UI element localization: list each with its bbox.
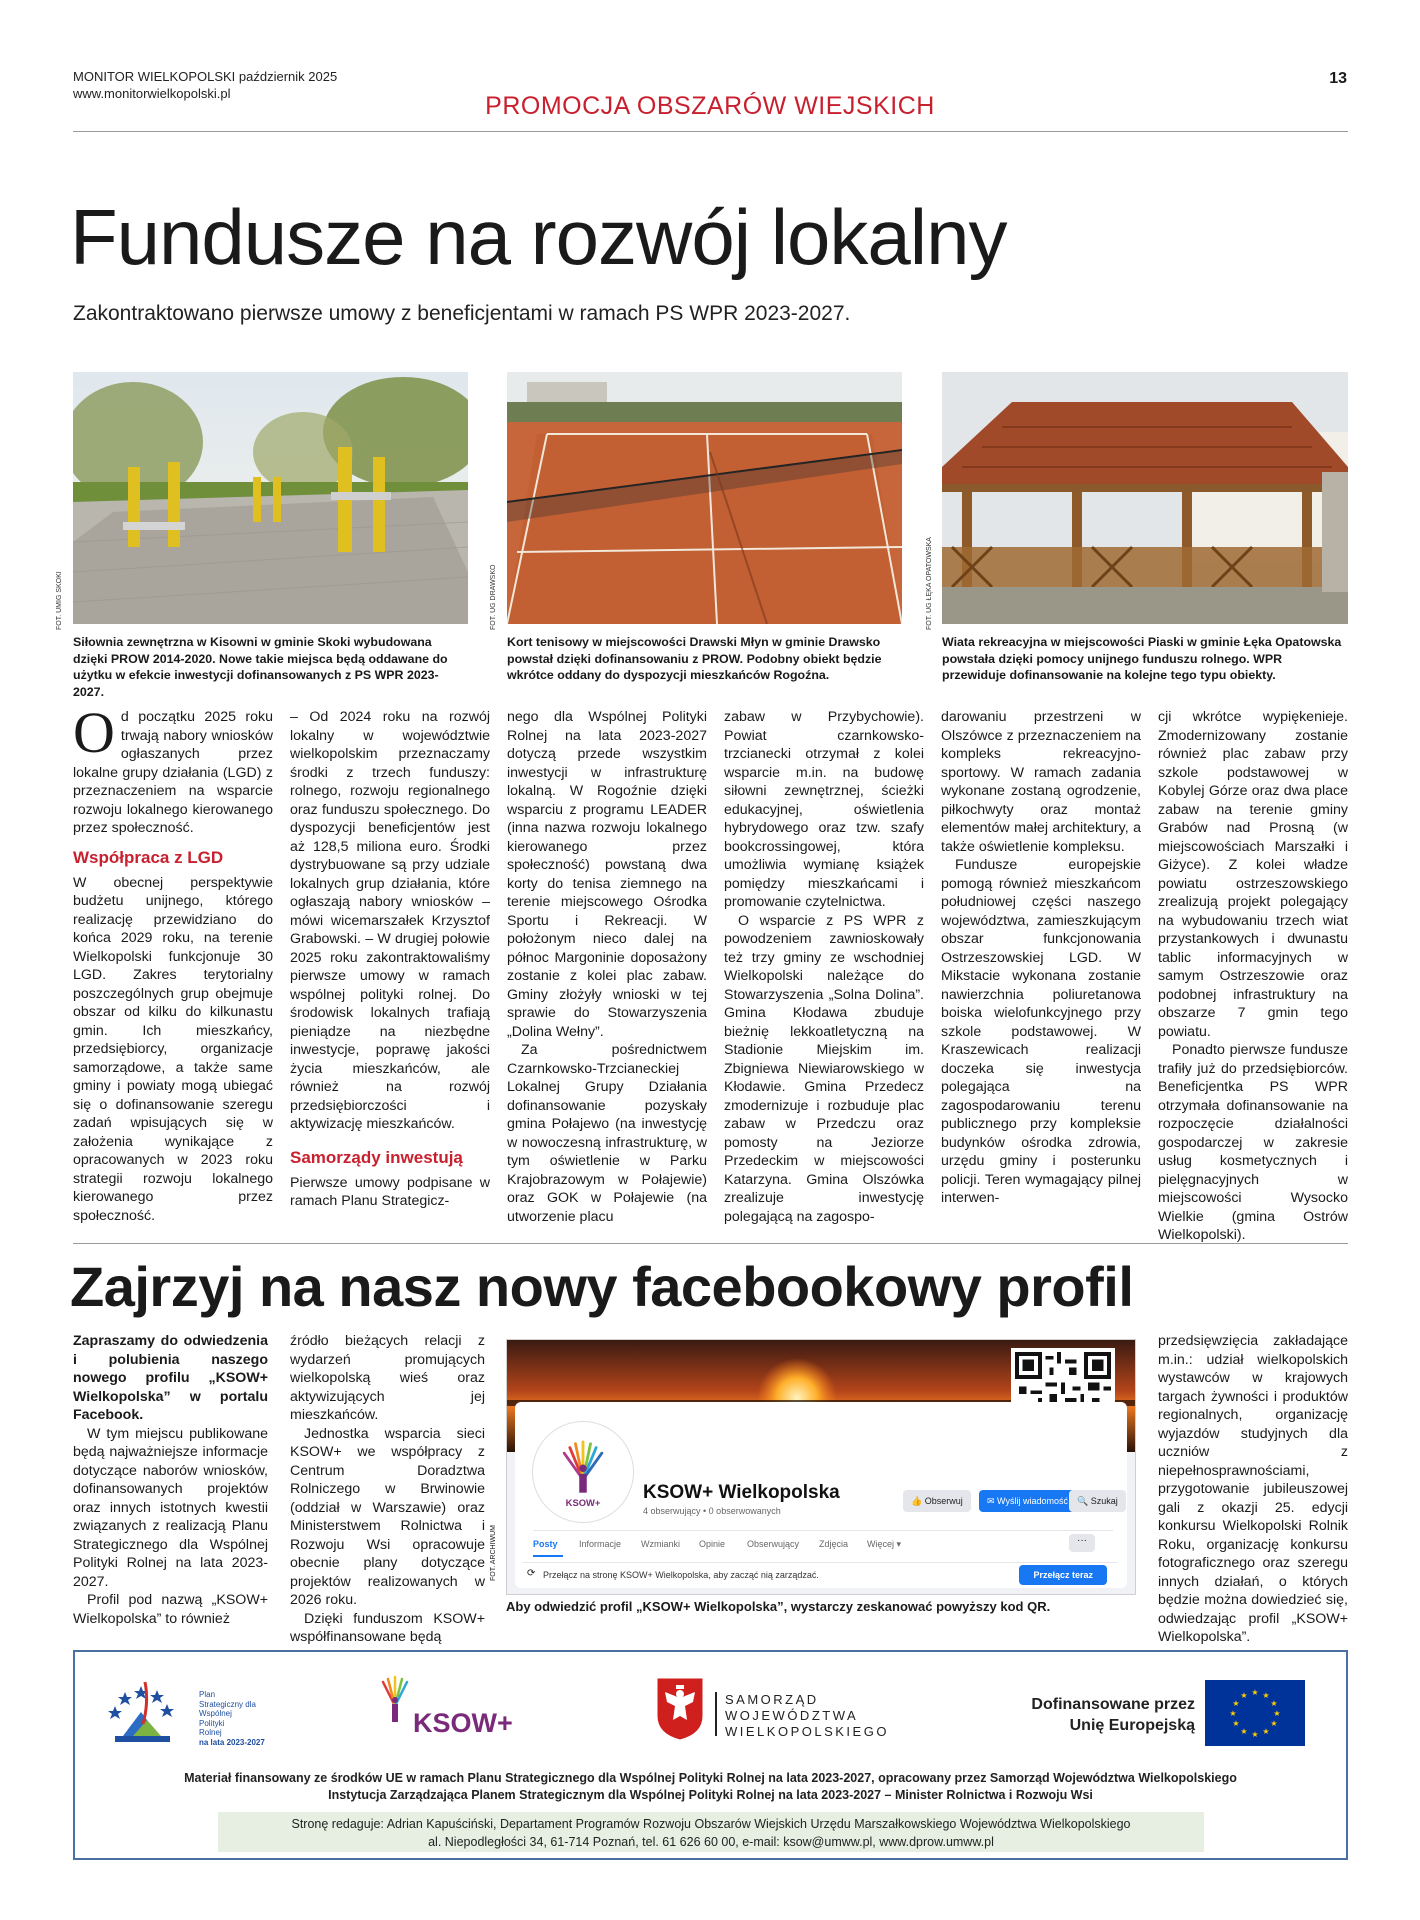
article-column-1 — [73, 700, 273, 1225]
editors-line: Stronę redaguje: Adrian Kapuściński, Departament Programów Rozwoju Obszarów Wiejskich Urzędu Marszałkowskiego Województwa Wielkopolskiego — [291, 1817, 1131, 1831]
logo-line: Rolnej — [199, 1728, 222, 1737]
more-options-button[interactable]: ··· — [1069, 1534, 1095, 1552]
page-name[interactable]: KSOW+ Wielkopolska — [643, 1482, 840, 1503]
messenger-icon: ✉ — [987, 1496, 998, 1506]
article-column-2 — [290, 1332, 485, 1647]
publication-name: MONITOR WIELKOPOLSKI październik 2025 — [73, 69, 338, 84]
photo-caption: Kort tenisowy w miejscowości Drawski Młyn w gminie Drawsko powstał dzięki dofinansowaniu z PROW. Podobny obiekt będzie wkrótce oddany do dyspozycji mieszkańców Rogoźna. — [507, 635, 882, 682]
svg-text:★: ★ — [1251, 1688, 1259, 1697]
paragraph: Jednostka wsparcia sieci KSOW+ we współpracy z Centrum Doradztwa Rolniczego w Brwinowie (oddział w Warszawie) oraz Ministerstwem Rolnictwa i Rozwoju Wsi opracowuje obecnie plany dotyczące projektów realizowanych w 2026 roku. — [290, 1425, 485, 1608]
search-button[interactable] — [1069, 1490, 1126, 1512]
tab-more[interactable]: Więcej ▾ — [867, 1539, 902, 1549]
svg-text:★: ★ — [1240, 1691, 1248, 1700]
photo-credit: FOT. UMIG SKOKI — [56, 571, 63, 630]
subheading: Współpraca z LGD — [73, 847, 224, 867]
paragraph: cji wkrótce wypiękenieje. Zmodernizowany zostanie również plac zabaw przy szkole podstawowej w Kobylej Górze oraz dwa place zabaw na terenie gminy Grabów nad Prosną (w miejscowościach Marszałki i Giżyce). Z kolei władze powiatu ostrzeszowskiego zrealizują projekt polegający na wybudowaniu trzech wiat przystankowych i dwunastu tablic informacyjnych w samym Ostrzeszowie oraz podobnej infrastruktury na obszarze 7 gmin tego powiatu. — [1158, 709, 1348, 1040]
switch-now-button[interactable]: Przełącz teraz — [1019, 1565, 1107, 1585]
switch-profile-bar — [523, 1562, 1117, 1586]
svg-text:★: ★ — [1262, 1727, 1270, 1736]
photo-credit: FOT. ARCHIWUM — [490, 1525, 497, 1581]
paragraph: Zapraszamy do odwiedzenia i polubienia naszego nowego profilu „KSOW+ Wielkopolska” w portalu Facebook. — [73, 1333, 268, 1423]
financing-line: Materiał finansowany ze środków UE w ramach Planu Strategicznego dla Wspólnej Polityki Rolnej na lata 2023-2027, opracowany przez Samorząd Województwa Wielkopolskiego — [184, 1771, 1237, 1785]
paragraph: Ponadto pierwsze fundusze trafiły już do przedsiębiorców. Beneficjentka PS WPR otrzymała dofinansowanie na rozpoczęcie działalności gospodarczej w zakresie usług kosmetycznych i pielęgnacyjnych w miejscowości Wysocko Wielkie (gmina Ostrów Wielkopolski). — [1158, 1042, 1348, 1243]
svg-text:★: ★ — [1229, 1709, 1237, 1718]
message-button[interactable] — [979, 1490, 1076, 1512]
paragraph: darowaniu przestrzeni w Olszówce z przeznaczeniem na kompleks rekreacyjno-sportowy. W ramach zadania wykonane zostaną ogrodzenie, piłkochwyty oraz montaż elementów małej architektury, a także oświetlenie kompleksu. — [941, 709, 1141, 855]
page-number: 13 — [1329, 70, 1347, 87]
header-divider — [73, 131, 1348, 132]
paragraph: O wsparcie z PS WPR z powodzeniem zawnioskowały też trzy gminy ze wschodniej Wielkopolski należące do Stowarzyszenia „Solna Dolina”. Gmina Kłodawa zbuduje bieżnię lekkoatletyczną na Stadionie Miejskim im. Zbigniewa Niewiarowskiego w Kłodawie. Gmina Przedecz zmodernizuje i rozbuduje plac zabaw w Przedczu oraz pomosty na Jeziorze Przedeckim w miejscowości Katarzyna. Gmina Olszówka zrealizuje inwestycję polegającą na zagospo- — [724, 912, 924, 1225]
photo-caption: Wiata rekreacyjna w miejscowości Piaski w gminie Łęka Opatowska powstała dzięki pomocy unijnego funduszu rolnego. WPR przewiduje dofinansowanie na kolejne tego typu obiekty. — [942, 635, 1342, 682]
eu-funding-logo — [1005, 1672, 1325, 1752]
logo-line: WOJEWÓDZTWA — [725, 1708, 859, 1723]
facebook-profile-screenshot — [506, 1339, 1136, 1595]
paragraph: W obecnej perspektywie budżetu unijnego, którego realizację przewidziano do końca 2029 roku, na terenie Wielkopolski funkcjonuje 30 LGD. Zakres terytorialny poszczególnych grup obejmuje obszar od kilku do kilkunastu gmin. Ich mieszkańcy, przedsiębiorcy, organizacje samorządowe, a także same gminy i powiaty mogą ubiegać się o dofinansowanie szeregu zadań wpisujących się w założenia wynikające z opracowanych w 2023 roku strategii rozwoju lokalnego kierowanego przez społeczność. — [73, 874, 273, 1224]
editors-contact[interactable]: al. Niepodległości 34, 61-714 Poznań, tel. 61 626 60 00, e-mail: ksow@umww.pl, www.dprow.umww.pl — [428, 1835, 994, 1849]
eu-logo-text — [1005, 1694, 1195, 1736]
paragraph: – Od 2024 roku na rozwój lokalny w województwie wielkopolskim przeznaczamy środki z trzech funduszy: rolnego, rozwoju regionalnego oraz funduszu społecznego. Do dyspozycji beneficjentów jest aż 128,5 miliona euro. Środki dystrybuowane są przy udziale lokalnych grup działania, które ogłaszają nabory wniosków – mówi wicemarszałek Krzysztof Grabowski. – W drugiej połowie 2025 roku zakontraktowaliśmy pierwsze umowy w ramach wspólnej polityki rolnej. Do środowisk lokalnych trafiają pieniądze na niezbędne inwestycje, poprawę jakości życia mieszkańców, ale również na rozwój przedsiębiorczości i aktywizację mieszkańców. — [290, 709, 490, 1132]
svg-text:★: ★ — [1240, 1727, 1248, 1736]
financing-line: Instytucja Zarządzająca Planem Strategicznym dla Wspólnej Polityki Rolnej na lata 2023-2027 – Minister Rolnictwa i Rozwoju Wsi — [328, 1788, 1093, 1802]
article-title: Fundusze na rozwój lokalny — [70, 193, 1007, 281]
logo-line: SAMORZĄD — [725, 1692, 819, 1707]
photo-caption: Siłownia zewnętrzna w Kisowni w gminie Skoki wybudowana dzięki PROW 2014-2020. Nowe takie miejsca będą oddawane do użytku w efekcie inwestycji dofinansowanych z PS WPR 2023-2027. — [73, 635, 448, 699]
financing-note — [75, 1770, 1346, 1804]
paragraph: Dzięki funduszom KSOW+ współfinansowane będą — [290, 1610, 485, 1645]
tab-posts[interactable]: Posty — [533, 1539, 558, 1549]
svg-text:★: ★ — [1251, 1730, 1259, 1739]
profile-tabs — [533, 1530, 1113, 1556]
svg-text:★: ★ — [1273, 1709, 1281, 1718]
section-title: PROMOCJA OBSZARÓW WIEJSKICH — [485, 92, 935, 120]
svg-text:★: ★ — [1232, 1699, 1240, 1708]
avatar-label: KSOW+ — [565, 1496, 601, 1508]
article-title: Zajrzyj na nasz nowy facebookowy profil — [70, 1255, 1134, 1318]
paragraph: Profil pod nazwą „KSOW+ Wielkopolska” to również — [73, 1592, 268, 1627]
ps-wpr-logo — [105, 1672, 285, 1752]
photo-tennis-court — [507, 372, 902, 624]
paragraph: źródło bieżących relacji z wydarzeń promujących wielkopolską wieś oraz aktywizujących jej mieszkańców. — [290, 1333, 485, 1423]
logo-line: na lata 2023-2027 — [199, 1737, 265, 1747]
logo-line: WIELKOPOLSKIEGO — [725, 1724, 889, 1739]
subheading: Samorządy inwestują — [290, 1147, 463, 1167]
logo-line: Wspólnej — [199, 1709, 232, 1718]
ksow-logo-text: KSOW+ — [413, 1708, 513, 1738]
website-url[interactable]: www.monitorwielkopolski.pl — [73, 86, 231, 101]
article-column-6 — [1158, 708, 1348, 1245]
screenshot-caption: Aby odwiedzić profil „KSOW+ Wielkopolska”, wystarczy zeskanować powyższy kod QR. — [506, 1599, 1051, 1614]
paragraph: Fundusze europejskie pomogą również mieszkańcom południowej części naszego województwa, zamieszkującym obszar funkcjonowania Ostrzeszowskiej LGD. W Mikstacie wykonana zostanie nawierzchnia poliuretanowa boiska wielofunkcyjnego przy szkole podstawowej. W Kraszewicach realizacji doczeka się inwestycja polegająca na zagospodarowaniu terenu publicznego przy kompleksie budynków ośrodka zdrowia, urzędu gminy i posterunku policji. Teren wymagający pilnej interwen- — [941, 857, 1141, 1206]
switch-icon: ⟳ — [527, 1568, 536, 1579]
logo-line: Unię Europejską — [1069, 1717, 1195, 1734]
editors-info — [218, 1812, 1204, 1852]
funding-footer — [73, 1650, 1348, 1860]
logo-line: Strategiczny dla — [199, 1699, 256, 1709]
article-column-4 — [724, 708, 924, 1226]
switch-text: Przełącz na stronę KSOW+ Wielkopolska, aby zacząć nią zarządzać. — [543, 1570, 819, 1580]
follow-button[interactable] — [903, 1490, 971, 1512]
tab-reviews[interactable]: Opinie — [699, 1539, 726, 1549]
search-icon: 🔍 — [1077, 1496, 1091, 1506]
eu-flag-icon — [1205, 1680, 1305, 1746]
svg-text:★: ★ — [1232, 1719, 1240, 1728]
follow-icon: 👍 — [911, 1496, 925, 1506]
article-column-3 — [1158, 1332, 1348, 1647]
logo-separator — [715, 1692, 717, 1736]
svg-text:★: ★ — [1270, 1699, 1278, 1708]
logo-line: Dofinansowane przez — [1031, 1696, 1195, 1713]
svg-text:★: ★ — [1262, 1691, 1270, 1700]
profile-avatar[interactable] — [533, 1422, 633, 1522]
svg-text:★: ★ — [1270, 1719, 1278, 1728]
logo-line: Polityki — [199, 1718, 225, 1728]
tab-mentions[interactable]: Wzmianki — [641, 1539, 681, 1549]
tab-about[interactable]: Informacje — [579, 1539, 622, 1549]
profile-card — [515, 1402, 1127, 1588]
follower-stats: 4 obserwujący • 0 obserwowanych — [643, 1506, 781, 1516]
paragraph: Pierwsze umowy podpisane w ramach Planu Strategicz- — [290, 1174, 490, 1209]
article-column-1 — [73, 1332, 268, 1628]
paragraph: W tym miejscu publikowane będą najważniejsze informacje dotyczące naborów wniosków, dofinansowanych projektów oraz innych istotnych kwestii związanych z realizacją Planu Strategicznego dla Wspólnej Polityki Rolnej na lata 2023-2027. — [73, 1425, 268, 1590]
logo-line: Plan — [199, 1690, 216, 1699]
active-tab-indicator — [533, 1555, 563, 1557]
article-divider — [73, 1243, 1348, 1244]
dropcap: O — [73, 700, 115, 765]
tab-followers[interactable]: Obserwujący — [747, 1539, 800, 1549]
paragraph: nego dla Wspólnej Polityki Rolnej na lata 2023-2027 dotyczą przede wszystkim inwestycji w infrastrukturę lokalną. W Rogoźnie dzięki wsparciu z programu LEADER (inna nazwa rozwoju lokalnego kierowanego przez społeczność) powstaną dwa korty do tenisa ziemnego na terenie miejscowego Ośrodka Sportu i Rekreacji. W położonym nieco dalej na północ Margoninie doposażony zostanie z kolei plac zabaw. Gminy złożyły wnioski w tej sprawie do Stowarzyszenia „Dolina Wełny”. — [507, 709, 707, 1040]
follow-label: Obserwuj — [924, 1496, 963, 1506]
message-label: Wyślij wiadomość — [997, 1496, 1068, 1506]
article-column-5 — [941, 708, 1141, 1208]
article-column-2 — [290, 708, 490, 1211]
photo-credit: FOT. UG ŁĘKA OPATOWSKA — [926, 537, 933, 630]
paragraph: zabaw w Przybychowie). Powiat czarnkowsko-trzcianecki otrzymał z kolei wsparcie m.in. na budowę siłowni zewnętrznej, ścieżki edukacyjnej, oświetlenia hybrydowego oraz tzw. szafy bookcrossingowej, która umożliwia wymianę książek pomiędzy mieszkańcami i promowanie czytelnictwa. — [724, 709, 924, 910]
article-column-3 — [507, 708, 707, 1226]
paragraph: d początku 2025 roku trwają nabory wniosków ogłaszanych przez lokalne grupy działania (LGD) z przeznaczeniem na wsparcie rozwoju lokalnego kierowanego przez społeczność. — [73, 709, 273, 836]
photo-outdoor-gym — [73, 372, 468, 624]
samorzad-logo — [655, 1672, 915, 1752]
photo-credit: FOT. UG DRAWSKO — [490, 564, 497, 630]
tab-photos[interactable]: Zdjęcia — [819, 1539, 849, 1549]
search-label: Szukaj — [1090, 1496, 1118, 1506]
photo-gazebo — [942, 372, 1348, 624]
samorzad-logo-text — [725, 1692, 889, 1740]
paragraph: przedsięwzięcia zakładające m.in.: udział wielkopolskich wystawców w krajowych targach żywności i produktów regionalnych, organizację wyjazdów studyjnych dla uczniów z niepełnosprawnościami, przygotowanie jubileuszowej gali z okazji 25. edycji konkursu Wielkopolski Rolnik Roku, organizację konkursu fotograficznego oraz szeregu innych działań, o których będzie można dowiedzieć się, odwiedzając profil „KSOW+ Wielkopolska”. — [1158, 1333, 1348, 1645]
paragraph: Za pośrednictwem Czarnkowsko-Trzcianeckiej Lokalnej Grupy Działania dofinansowanie pozyskały gmina Połajewo (na inwestycję w nowoczesną infrastrukturę, w tym oświetlenie w Parku Krajobrazowym w Połajewie) oraz GOK w Połajewie (na utworzenie placu — [507, 1042, 707, 1225]
article-lead: Zakontraktowano pierwsze umowy z beneficjentami w ramach PS WPR 2023-2027. — [73, 302, 851, 325]
ksow-logo — [375, 1672, 535, 1752]
ps-wpr-logo-text — [199, 1690, 265, 1747]
